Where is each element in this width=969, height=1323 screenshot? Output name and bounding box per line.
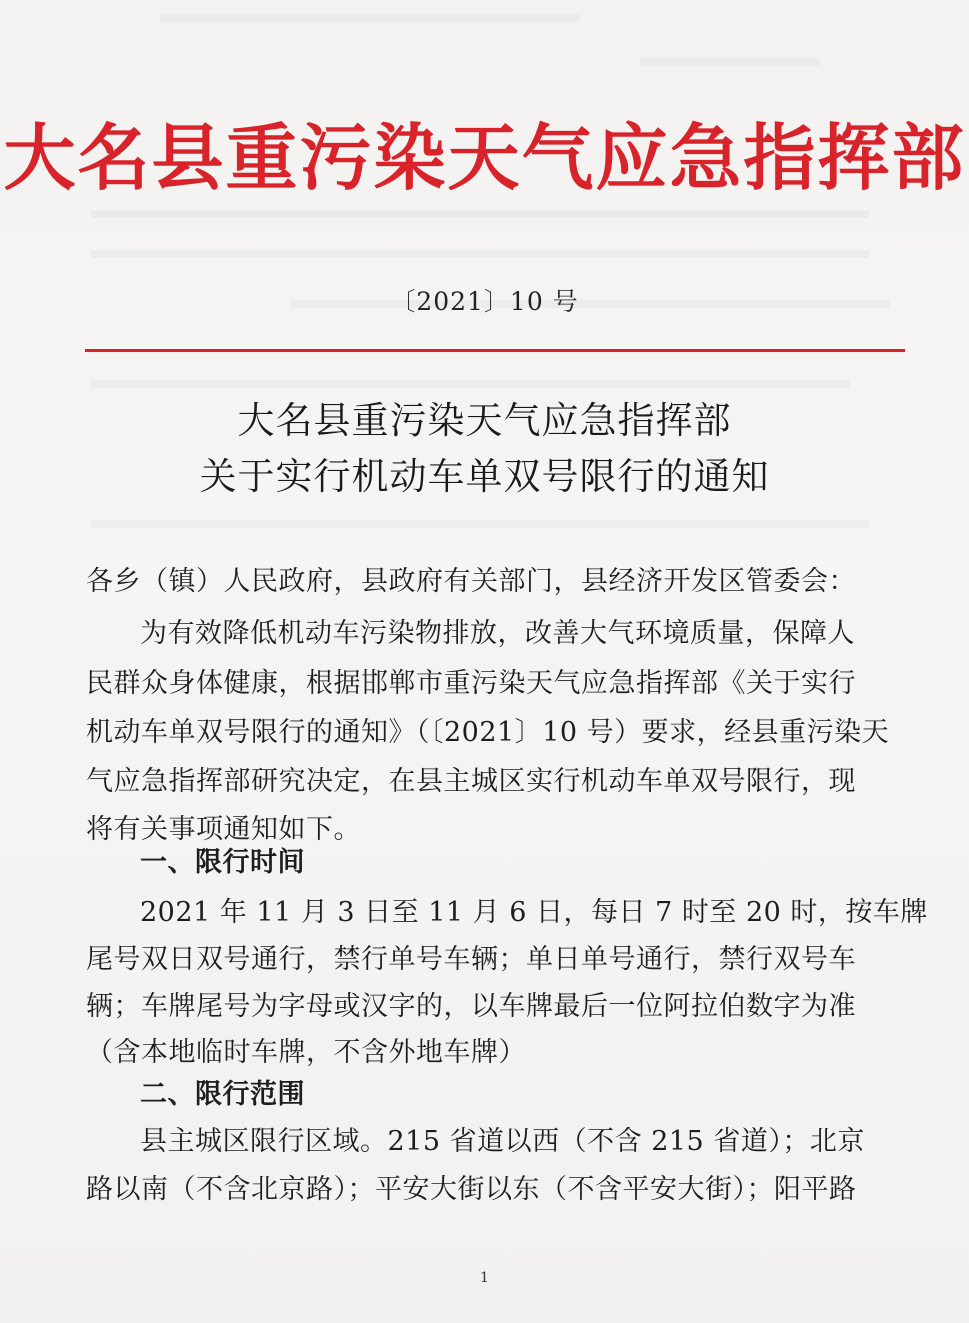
red-divider-line: [85, 349, 905, 352]
body-line: 将有关事项通知如下。: [86, 814, 361, 845]
page-number: 1: [480, 1270, 489, 1286]
section2-line: 县主城区限行区域。215 省道以西（不含 215 省道）；北京: [140, 1126, 865, 1157]
body-line: 气应急指挥部研究决定，在县主城区实行机动车单双号限行，现: [86, 766, 856, 797]
body-line: 为有效降低机动车污染物排放，改善大气环境质量，保障人: [140, 618, 855, 649]
document-number: 〔2021〕10 号: [390, 287, 579, 316]
section1-line: （含本地临时车牌，不含外地车牌）: [86, 1037, 526, 1068]
show-through-mark: [90, 520, 870, 528]
notice-title-line-2: 关于实行机动车单双号限行的通知: [199, 455, 770, 498]
section-heading-scope: 二、限行范围: [140, 1079, 305, 1110]
addressee-line: 各乡（镇）人民政府，县政府有关部门，县经济开发区管委会：: [86, 566, 856, 597]
show-through-mark: [160, 14, 580, 22]
section1-line: 尾号双日双号通行，禁行单号车辆；单日单号通行，禁行双号车: [86, 944, 856, 975]
body-line: 机动车单双号限行的通知》（〔2021〕10 号）要求，经县重污染天: [86, 717, 890, 748]
show-through-mark: [90, 380, 850, 388]
section1-line: 2021 年 11 月 3 日至 11 月 6 日，每日 7 时至 20 时，按车牌: [140, 897, 928, 928]
show-through-mark: [90, 210, 870, 218]
section2-line: 路以南（不含北京路）；平安大街以东（不含平安大街）；阳平路: [86, 1174, 857, 1205]
section1-line: 辆；车牌尾号为字母或汉字的，以车牌最后一位阿拉伯数字为准: [86, 991, 856, 1022]
section-heading-time: 一、限行时间: [140, 847, 305, 878]
body-line: 民群众身体健康，根据邯郸市重污染天气应急指挥部《关于实行: [86, 668, 856, 699]
notice-title-line-1: 大名县重污染天气应急指挥部: [237, 399, 732, 442]
show-through-mark: [90, 250, 870, 258]
show-through-mark: [640, 58, 820, 66]
agency-header-title: 大名县重污染天气应急指挥部: [3, 115, 966, 200]
